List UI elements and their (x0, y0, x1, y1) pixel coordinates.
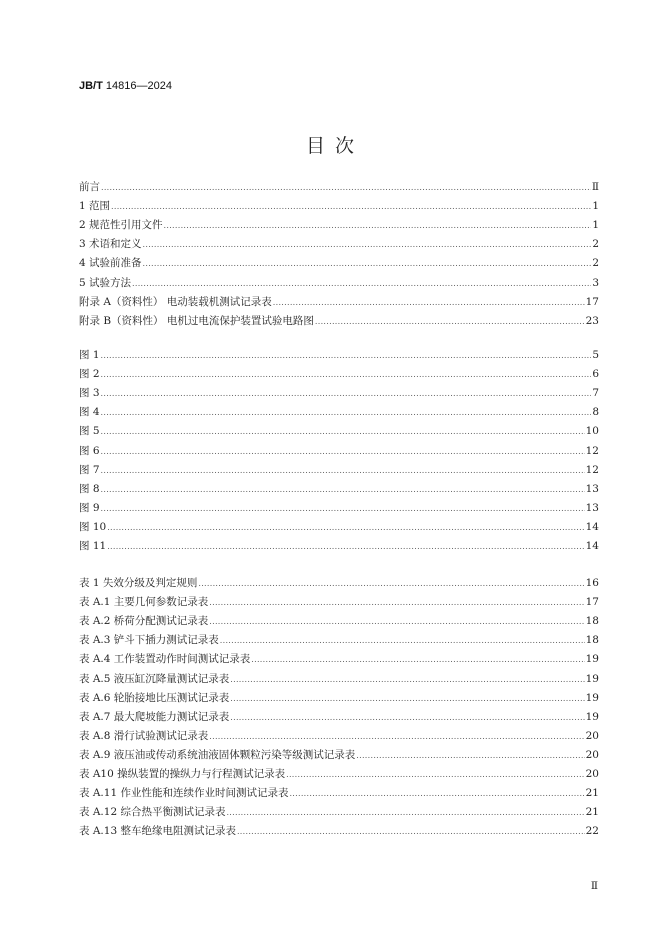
toc-entry[interactable] (79, 800, 599, 819)
toc-entry-label: 4 试验前准备 (79, 257, 142, 270)
toc-entry-label: 附录 A（资料性） 电动装载机测试记录表 (79, 295, 272, 308)
dot-leader (101, 184, 591, 192)
toc-entry-label: 表 A.3 铲斗下插力测试记录表 (79, 634, 219, 647)
toc-entry[interactable] (79, 781, 599, 800)
dot-leader (101, 428, 585, 436)
toc-entry-page: 13 (585, 501, 599, 514)
toc-entry[interactable] (79, 609, 599, 628)
toc-entry-page: 19 (585, 710, 599, 723)
toc-entry[interactable] (79, 270, 599, 289)
toc-entry-label: 表 A.2 桥荷分配测试记录表 (79, 615, 209, 628)
toc-entry[interactable] (79, 705, 599, 724)
dot-leader (237, 828, 585, 836)
toc-entry[interactable] (79, 590, 599, 609)
toc-entry-label: 表 A.5 液压缸沉降量测试记录表 (79, 672, 230, 685)
toc-entry-label: 图 3 (79, 387, 100, 400)
toc-entry[interactable] (79, 213, 599, 232)
toc-entry[interactable] (79, 666, 599, 685)
toc-entry[interactable] (79, 251, 599, 270)
toc-entry-label: 图 1 (79, 349, 100, 362)
toc-entry-label: 2 规范性引用文件 (79, 219, 163, 232)
toc-entry-page: 18 (585, 615, 599, 628)
toc-entry-label: 图 7 (79, 463, 100, 476)
toc-entry-label: 表 A.1 主要几何参数记录表 (79, 596, 209, 609)
toc-entry-label: 表 A.8 滑行试验测试记录表 (79, 729, 209, 742)
toc-entry-label: 3 术语和定义 (79, 238, 142, 251)
dot-leader (143, 241, 592, 249)
toc-entry[interactable] (79, 362, 599, 381)
dot-leader (101, 409, 592, 417)
toc-entry[interactable] (79, 743, 599, 762)
standard-prefix: JB/T (79, 80, 103, 92)
toc-entry[interactable] (79, 686, 599, 705)
toc-entry[interactable] (79, 515, 599, 534)
toc-entry[interactable] (79, 628, 599, 647)
toc-entry[interactable] (79, 419, 599, 438)
toc-entry-page: 1 (592, 219, 599, 232)
toc-entry-page: 17 (585, 295, 599, 308)
toc-entry[interactable] (79, 175, 599, 194)
toc-entry-page: 20 (585, 748, 599, 761)
toc-entry-label: 表 A.4 工作装置动作时间测试记录表 (79, 653, 251, 666)
toc-entry-label: 图 10 (79, 520, 107, 533)
toc-entry-page: 17 (585, 596, 599, 609)
dot-leader (230, 676, 584, 684)
toc-entry-page: 2 (592, 257, 599, 270)
dot-leader (101, 448, 585, 456)
toc-entry[interactable] (79, 496, 599, 515)
dot-leader (226, 809, 584, 817)
dot-leader (356, 752, 584, 760)
toc-entry-page: 22 (585, 825, 599, 838)
toc-entry[interactable] (79, 647, 599, 666)
toc-entry-label: 前言 (79, 181, 100, 194)
toc-entry-label: 表 A.6 轮胎接地比压测试记录表 (79, 691, 230, 704)
toc-entry[interactable] (79, 400, 599, 419)
toc-figures-list (79, 343, 599, 553)
dot-leader (143, 260, 592, 268)
page-title: 目 次 (305, 135, 357, 157)
standard-number: 14816—2024 (105, 80, 172, 92)
toc-entry-label: 表 1 失效分级及判定规则 (79, 577, 198, 590)
toc-entry[interactable] (79, 232, 599, 251)
toc-entry-label: 表 A10 操纵装置的操纵力与行程测试记录表 (79, 768, 286, 781)
toc-entry-page: 21 (585, 806, 599, 819)
toc-entry-page: 23 (585, 314, 599, 327)
toc-entry[interactable] (79, 477, 599, 496)
toc-tables-list (79, 571, 599, 838)
toc-entry[interactable] (79, 819, 599, 838)
toc-entry-label: 表 A.7 最大爬坡能力测试记录表 (79, 710, 230, 723)
dot-leader (107, 524, 584, 532)
toc-entry-page: 16 (585, 577, 599, 590)
toc-entry[interactable] (79, 458, 599, 477)
toc-entry-page: 5 (592, 349, 599, 362)
toc-entry-page: 19 (585, 691, 599, 704)
dot-leader (209, 733, 584, 741)
toc-entry-page: Ⅱ (591, 181, 599, 194)
dot-leader (220, 637, 585, 645)
dot-leader (111, 203, 591, 211)
toc-entry-label: 表 A.13 整车绝缘电阻测试记录表 (79, 825, 236, 838)
toc-entry-label: 图 5 (79, 425, 100, 438)
toc-entry-page: 13 (585, 482, 599, 495)
dot-leader (132, 280, 591, 288)
dot-leader (315, 318, 585, 326)
toc-entry-label: 附录 B（资料性） 电机过电流保护装置试验电路图 (79, 314, 314, 327)
toc-entry-page: 20 (585, 768, 599, 781)
toc-entry-page: 2 (592, 238, 599, 251)
toc-entry-page: 21 (585, 787, 599, 800)
toc-entry-page: 18 (585, 634, 599, 647)
toc-entry-label: 表 A.12 综合热平衡测试记录表 (79, 806, 226, 819)
toc-entry-page: 3 (592, 276, 599, 289)
footer-page-number: Ⅱ (590, 880, 598, 892)
toc-main-list (79, 175, 599, 328)
toc-entry-label: 图 9 (79, 501, 100, 514)
toc-entry-label: 图 2 (79, 368, 100, 381)
toc-entry-page: 12 (585, 444, 599, 457)
toc-entry-page: 14 (585, 520, 599, 533)
toc-entry-page: 1 (592, 200, 599, 213)
dot-leader (101, 505, 585, 513)
dot-leader (230, 714, 584, 722)
toc-entry[interactable] (79, 724, 599, 743)
toc-entry-label: 1 范围 (79, 200, 111, 213)
toc-entry[interactable] (79, 343, 599, 362)
toc-entry[interactable] (79, 438, 599, 457)
toc-entry-page: 8 (592, 406, 599, 419)
toc-entry-page: 14 (585, 540, 599, 553)
toc-entry-label: 图 6 (79, 444, 100, 457)
toc-entry-page: 12 (585, 463, 599, 476)
toc-entry-page: 10 (585, 425, 599, 438)
dot-leader (164, 222, 592, 230)
toc-entry-label: 图 11 (79, 540, 107, 553)
toc-entry-page: 7 (592, 387, 599, 400)
dot-leader (101, 486, 585, 494)
dot-leader (289, 790, 584, 798)
toc-entry-page: 20 (585, 729, 599, 742)
dot-leader (209, 599, 584, 607)
dot-leader (251, 656, 584, 664)
dot-leader (101, 390, 592, 398)
toc-entry-page: 6 (592, 368, 599, 381)
dot-leader (107, 543, 584, 551)
toc-entry[interactable] (79, 194, 599, 213)
toc-entry-page: 19 (585, 672, 599, 685)
standard-code (79, 80, 172, 92)
toc-entry-label: 表 A.9 液压油或传动系统油液固体颗粒污染等级测试记录表 (79, 748, 356, 761)
toc-entry[interactable] (79, 762, 599, 781)
dot-leader (198, 580, 584, 588)
toc-entry-page: 19 (585, 653, 599, 666)
toc-entry-label: 表 A.11 作业性能和连续作业时间测试记录表 (79, 787, 289, 800)
toc-entry-label: 图 4 (79, 406, 100, 419)
dot-leader (101, 467, 585, 475)
toc-entry[interactable] (79, 381, 599, 400)
toc-entry[interactable] (79, 309, 599, 328)
toc-entry-label: 图 8 (79, 482, 100, 495)
dot-leader (101, 352, 592, 360)
dot-leader (273, 299, 585, 307)
dot-leader (209, 618, 584, 626)
dot-leader (230, 695, 584, 703)
toc-entry-label: 5 试验方法 (79, 276, 132, 289)
toc-entry[interactable] (79, 534, 599, 553)
dot-leader (101, 371, 592, 379)
dot-leader (286, 771, 585, 779)
toc-entry[interactable] (79, 290, 599, 309)
toc-entry[interactable] (79, 571, 599, 590)
